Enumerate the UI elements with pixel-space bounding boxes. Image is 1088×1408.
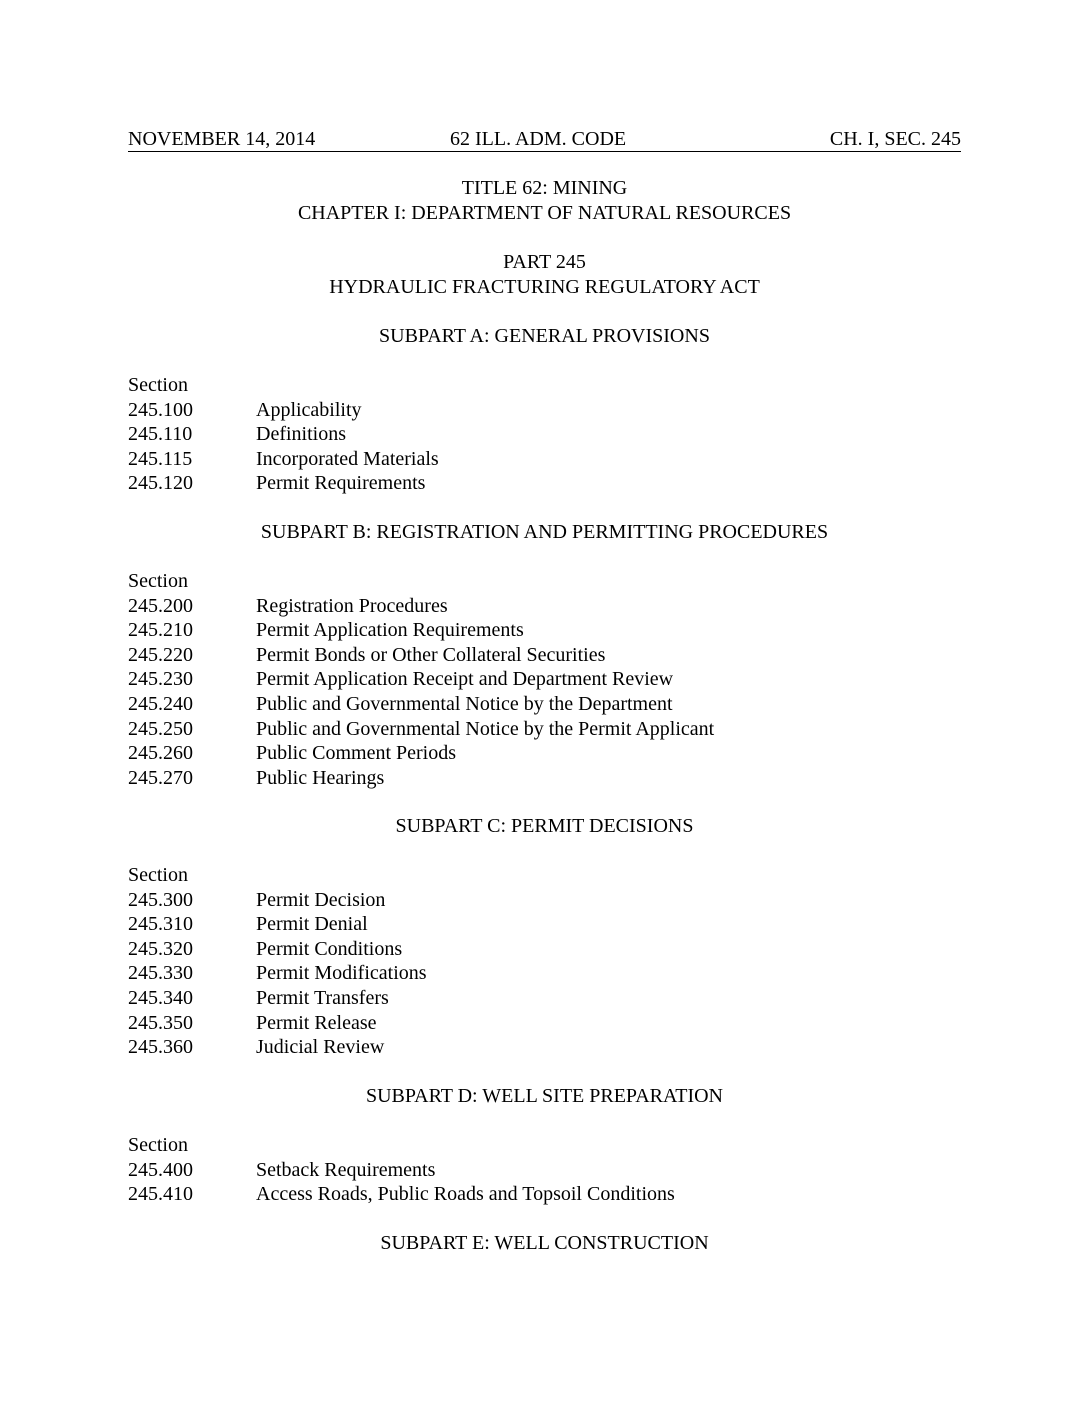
section-title: Permit Conditions [256,937,403,960]
title-line: TITLE 62: MINING [461,177,628,199]
section-list [128,1133,961,1207]
subpart-heading: SUBPART B: REGISTRATION AND PERMITTING PROCEDURES [260,521,829,543]
subpart-heading: SUBPART D: WELL SITE PREPARATION [365,1085,723,1107]
section-title: Permit Denial [256,913,368,936]
list-item [128,961,961,986]
section-list [128,373,961,496]
section-title: Permit Transfers [256,986,389,1009]
list-item [128,986,961,1011]
section-number: 245.100 [128,398,193,421]
section-number: 245.260 [128,742,193,765]
section-number: 245.360 [128,1036,193,1059]
list-item [128,422,961,447]
list-item [128,937,961,962]
chapter-line: CHAPTER I: DEPARTMENT OF NATURAL RESOURCES [297,202,792,224]
section-number: 245.350 [128,1011,193,1034]
section-title: Setback Requirements [256,1158,436,1181]
section-number: 245.250 [128,717,193,740]
list-item [128,667,961,692]
list-item [128,1182,961,1207]
section-list [128,569,961,790]
list-item [128,888,961,913]
section-number: 245.120 [128,472,193,495]
section-label: Section [128,864,188,886]
list-item [128,766,961,791]
act-title: HYDRAULIC FRACTURING REGULATORY ACT [329,276,760,298]
section-number: 245.270 [128,766,193,789]
header-section: CH. I, SEC. 245 [829,128,961,150]
list-item [128,717,961,742]
section-title: Registration Procedures [256,594,448,617]
section-title: Definitions [256,423,346,446]
section-number: 245.400 [128,1158,193,1181]
list-item [128,1158,961,1183]
section-title: Applicability [256,398,362,421]
section-number: 245.410 [128,1183,193,1206]
section-label: Section [128,374,188,396]
list-item [128,912,961,937]
subpart-heading: SUBPART A: GENERAL PROVISIONS [379,325,710,347]
section-title: Permit Modifications [256,962,427,985]
section-number: 245.310 [128,913,193,936]
section-label: Section [128,1134,188,1156]
section-number: 245.200 [128,594,193,617]
section-title: Permit Requirements [256,472,426,495]
list-item [128,471,961,496]
section-number: 245.230 [128,668,193,691]
list-item [128,692,961,717]
section-label: Section [128,570,188,592]
section-title: Public and Governmental Notice by the Permit Applicant [256,717,715,740]
list-item [128,618,961,643]
list-item [128,594,961,619]
section-title: Public Hearings [256,766,385,789]
section-number: 245.300 [128,888,193,911]
section-title: Permit Bonds or Other Collateral Securities [256,643,606,666]
subpart-heading: SUBPART C: PERMIT DECISIONS [395,815,694,837]
section-title: Permit Application Requirements [256,619,524,642]
section-title: Permit Application Receipt and Department Review [256,668,674,691]
section-list [128,863,961,1060]
list-item [128,447,961,472]
list-item [128,398,961,423]
list-item [128,643,961,668]
part-number: PART 245 [503,251,586,273]
list-item [128,1035,961,1060]
section-number: 245.240 [128,692,193,715]
section-number: 245.330 [128,962,193,985]
running-header [128,127,961,152]
section-title: Judicial Review [256,1036,385,1059]
list-item [128,741,961,766]
section-number: 245.220 [128,643,193,666]
section-number: 245.110 [128,423,193,446]
section-number: 245.115 [128,447,193,470]
section-title: Permit Release [256,1011,377,1034]
section-title: Incorporated Materials [256,447,439,470]
subpart-heading: SUBPART E: WELL CONSTRUCTION [380,1232,709,1254]
section-number: 245.320 [128,937,193,960]
list-item [128,1011,961,1036]
header-date: NOVEMBER 14, 2014 [128,128,316,150]
header-code: 62 ILL. ADM. CODE [450,128,627,150]
section-title: Public and Governmental Notice by the Department [256,692,673,715]
section-title: Permit Decision [256,888,386,911]
section-number: 245.340 [128,986,193,1009]
section-title: Access Roads, Public Roads and Topsoil Conditions [256,1183,675,1206]
section-number: 245.210 [128,619,193,642]
section-title: Public Comment Periods [256,742,456,765]
